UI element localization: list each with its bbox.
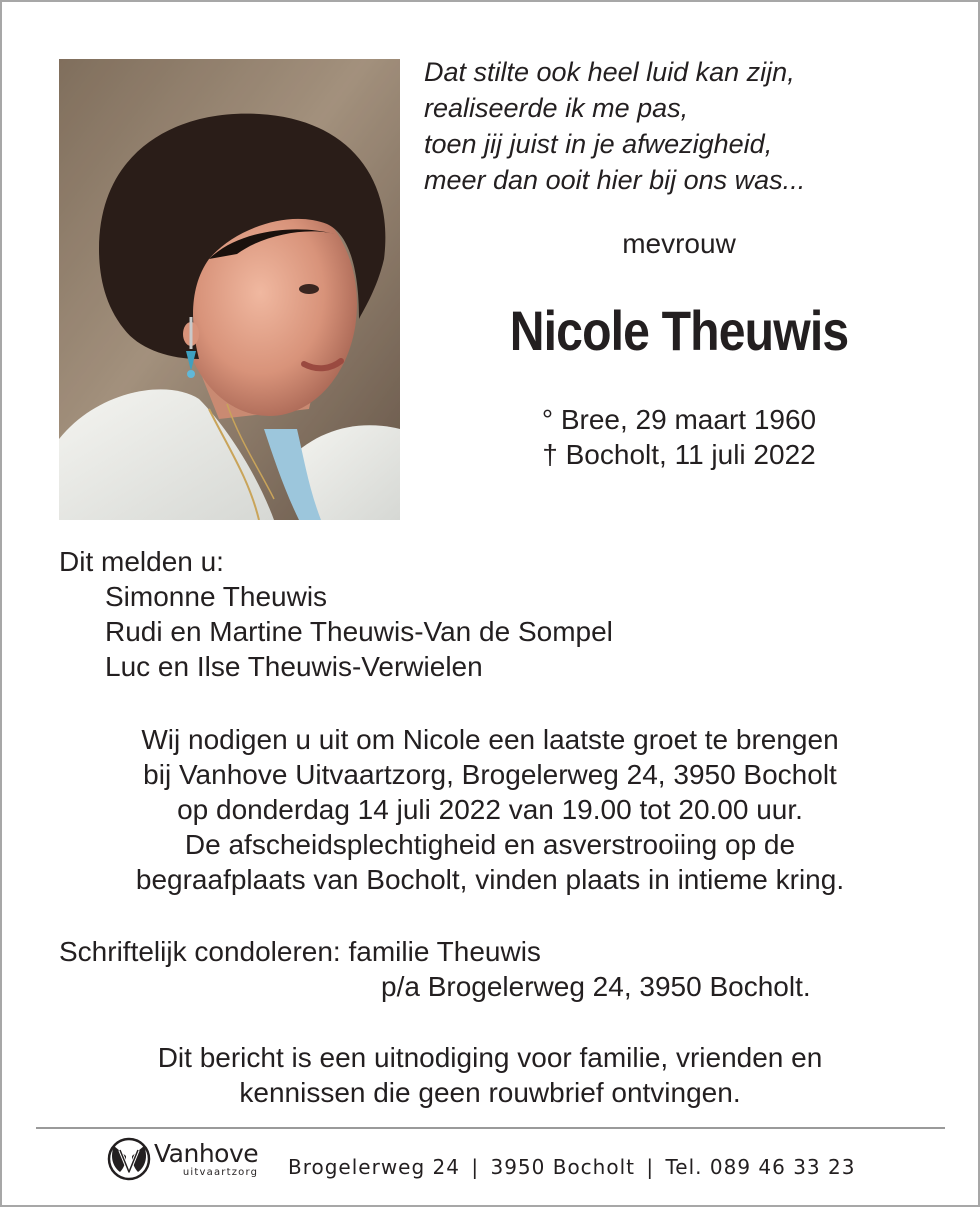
salutation: mevrouw <box>622 228 736 259</box>
footer-street: Brogelerweg 24 <box>288 1155 460 1179</box>
life-dates <box>424 402 934 472</box>
poem-line: meer dan ooit hier bij ons was... <box>424 165 806 195</box>
footer-separator: | <box>471 1155 480 1179</box>
family-member: Luc en Ilse Theuwis-Verwielen <box>105 651 483 682</box>
butterfly-v-icon <box>106 1136 152 1182</box>
invitation <box>40 722 940 897</box>
family-member: Simonne Theuwis <box>105 581 328 612</box>
logo-subtitle: uitvaartzorg <box>182 1166 259 1178</box>
poem-line: toen jij juist in je afwezigheid, <box>424 129 773 159</box>
condolence-line: Schriftelijk condoleren: familie Theuwis <box>59 936 541 967</box>
logo-name: Vanhove <box>154 1138 259 1168</box>
announcement <box>59 544 613 684</box>
condolence <box>59 934 811 1004</box>
invitation-line: De afscheidsplechtigheid en asverstrooiing op de <box>184 829 796 860</box>
deceased-name: Nicole Theuwis <box>509 299 849 362</box>
birth-date: ° Bree, 29 maart 1960 <box>541 404 817 435</box>
poem-line: realiseerde ik me pas, <box>424 93 689 123</box>
footer-separator: | <box>646 1155 655 1179</box>
portrait-photo <box>59 59 400 520</box>
announcement-intro: Dit melden u: <box>59 546 224 577</box>
invitation-line: Wij nodigen u uit om Nicole een laatste groet te brengen <box>141 724 839 755</box>
poem <box>424 54 944 198</box>
invitation-notice <box>40 1040 940 1110</box>
footer-address <box>288 1154 855 1180</box>
invitation-line: bij Vanhove Uitvaartzorg, Brogelerweg 24, 3950 Bocholt <box>143 759 837 790</box>
portrait-illustration <box>59 59 400 520</box>
footer-phone: Tel. 089 46 33 23 <box>665 1155 856 1179</box>
footer-divider <box>36 1127 945 1129</box>
vanhove-logo <box>106 1134 258 1184</box>
footer-city: 3950 Bocholt <box>490 1155 635 1179</box>
death-date: † Bocholt, 11 juli 2022 <box>542 439 816 470</box>
family-member: Rudi en Martine Theuwis-Van de Sompel <box>105 616 613 647</box>
invitation-line: begraafplaats van Bocholt, vinden plaats in intieme kring. <box>135 864 845 895</box>
notice-line: kennissen die geen rouwbrief ontvingen. <box>239 1077 741 1108</box>
condolence-address: p/a Brogelerweg 24, 3950 Bocholt. <box>381 971 811 1002</box>
notice-line: Dit bericht is een uitnodiging voor familie, vrienden en <box>157 1042 823 1073</box>
poem-line: Dat stilte ook heel luid kan zijn, <box>424 57 795 87</box>
invitation-line: op donderdag 14 juli 2022 van 19.00 tot 20.00 uur. <box>177 794 803 825</box>
